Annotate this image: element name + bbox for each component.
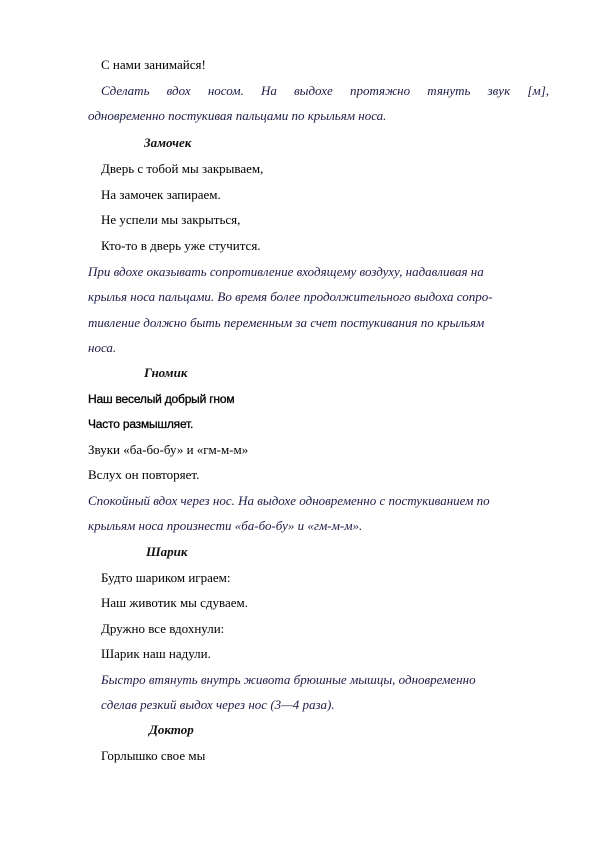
verse-line: Наш веселый добрый гном [88,392,235,406]
verse-line: Дружно все вдохнули: [101,621,225,636]
instruction-line: сделав резкий выдох через нос (3—4 раза). [101,697,335,712]
instruction-line: Быстро втянуть внутрь живота брюшные мышцы, одновременно [101,672,476,687]
verse-line: Не успели мы закрыться, [101,212,241,227]
verse-line: Будто шариком играем: [101,570,231,585]
section-title-gnomik: Гномик [144,365,188,380]
intro-instruction-line-1: Сделать вдох носом. На выдохе протяжно тянуть звук [м], [101,83,549,98]
verse-line: Горлышко свое мы [101,748,206,763]
instruction-line: При вдохе оказывать сопротивление входящему воздуху, надавливая на [88,264,484,279]
verse-line: На замочек запираем. [101,187,221,202]
instruction-line: крыльям носа произнести «ба-бо-бу» и «гм-м-м». [88,518,363,533]
instruction-line: тивление должно быть переменным за счет постукивания по крыльям [88,315,485,330]
intro-instruction-line-2: одновременно постукивая пальцами по крыльям носа. [88,108,387,123]
verse-line: Наш животик мы сдуваем. [101,595,249,610]
verse-line: Часто размышляет. [88,417,194,431]
instruction-line: крылья носа пальцами. Во время более продолжительного выдоха сопро- [88,289,493,304]
verse-line: Вслух он повторяет. [88,467,200,482]
verse-line: Шарик наш надули. [101,646,211,661]
verse-line: Кто-то в дверь уже стучится. [101,238,261,253]
section-title-doktor: Доктор [149,722,194,737]
intro-line: С нами занимайся! [101,57,206,72]
instruction-line: Спокойный вдох через нос. На выдохе одновременно с постукиванием по [88,493,490,508]
section-title-zamochek: Замочек [144,135,192,150]
instruction-line: носа. [88,340,117,355]
section-title-sharik: Шарик [146,544,188,559]
verse-line: Дверь с тобой мы закрываем, [101,161,264,176]
verse-line: Звуки «ба-бо-бу» и «гм-м-м» [88,442,249,457]
